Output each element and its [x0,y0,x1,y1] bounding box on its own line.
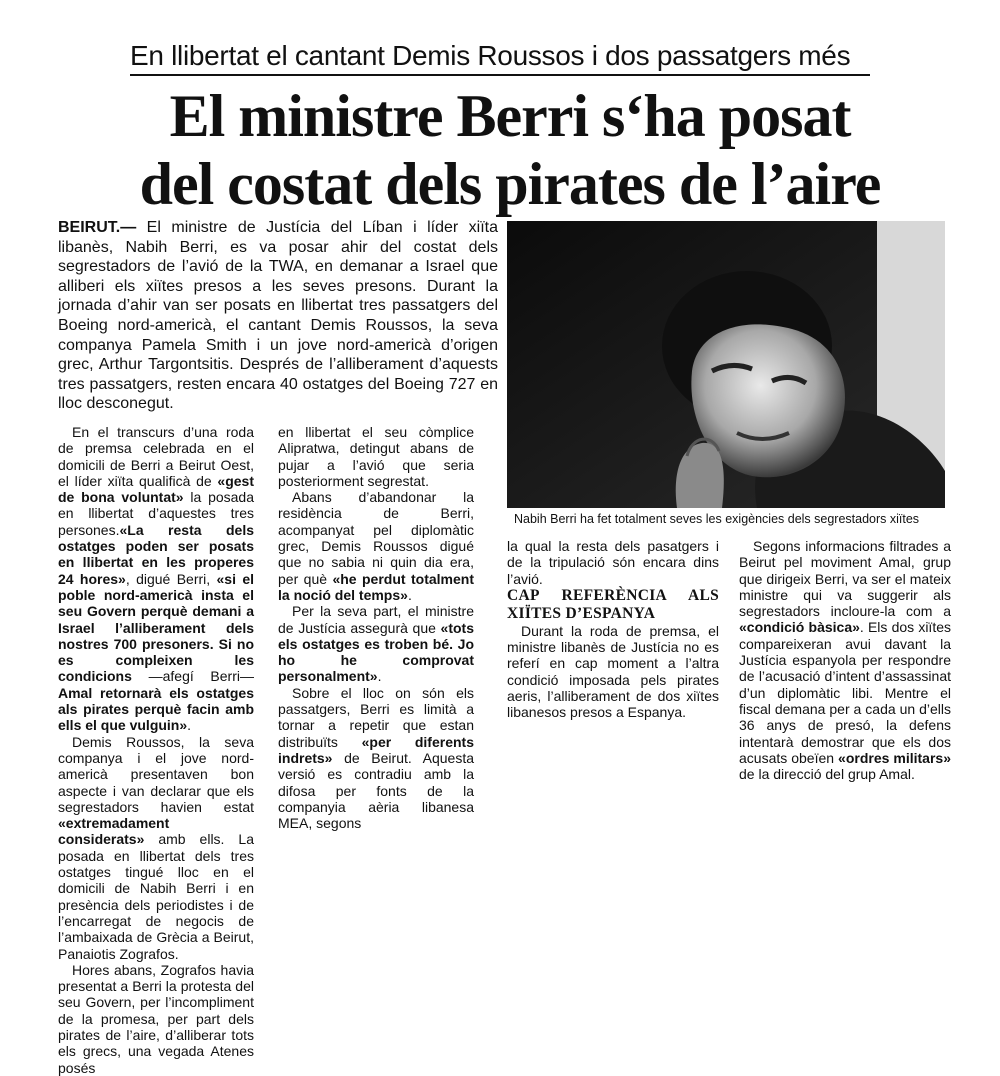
quote: «he perdut totalment la noció del temps» [278,570,474,603]
text-run: . [407,586,412,603]
headline-line-1: El ministre Berri s‘ha posat [169,83,851,149]
text-run: Per la seva part, el ministre de Justícia assegurà que [278,603,474,636]
text-run: Segons informacions filtrades a Beirut pel moviment Amal, grup que dirigeix Berri, va ser el mateix ministre qui va suggerir als segrestadors incloure-la com a [739,538,951,620]
text-run: . [377,668,382,685]
text-run: . Els dos xiïtes compareixeran avui davant la Justícia espanyola per respondre de l’acusació d’intent d’assassinat d’un diplomàtic libi. Mentre el fiscal demana per a cada un d’ells 36 anys de presó, la defens intentarà demostrar que els dos acusats obeïen [739,619,951,766]
lead-paragraph [58,218,498,414]
quote: «tots els ostatges es troben bé. Jo ho he comprovat personalment» [278,619,474,685]
quote: «gest de bona voluntat» [58,472,254,506]
quote: «condició bàsica» [739,619,860,636]
col1-paragraph-2 [58,734,254,962]
text-run: Sobre el lloc on són els passatgers, Berri es limità a tornar a repetir que estan distribuïts [278,684,474,750]
lead-text: El ministre de Justícia del Líban i líder xiïta libanès, Nabih Berri, es va posar ahir del costat dels segrestadors de l’avió de la TWA, en demanar a Israel que alliberi els xiïtes presos a les seves presons. Durant la jornada d’ahir van ser posats en llibertat tres passatgers del Boeing nord-americà, el cantant Demis Roussos, la seva companya Pamela Smith i un jove nord-americà d’origen grec, Arthur Targontsitis. Després de l’alliberament d’aquests tres passatgers, resten encara 40 ostatges del Boeing 727 en lloc desconegut. [58,219,498,413]
col2-paragraph-2 [278,489,474,603]
text-run: de la direcció del grup Amal. [739,766,915,783]
text-run: amb ells. La posada en llibertat dels tres ostatges tingué lloc en el domicili de Nabih Berri i en presència dels periodistes i de l’encarregat de negocis de l’ambaixada de Grècia a Beirut, Panaiotis Zografos. [58,831,254,962]
text-run: Abans d’abandonar la residència de Berri, acompanyat pel diplomàtic grec, Demis Roussos digué que no sabia ni quin dia era, per què [278,489,474,587]
photo-caption: Nabih Berri ha fet totalment seves les exigències dels segrestadors xiïtes [514,512,920,526]
col3-paragraph-1: la qual la resta dels pasatgers i de la tripulació són encara dins l’avió. [507,538,719,587]
col2-paragraph-1: en llibertat el seu còmplice Alipratwa, detingut abans de pujar a l’avió que seria posteriorment segrestat. [278,424,474,489]
col2-paragraph-3 [278,603,474,684]
col1-paragraph-1 [58,424,254,734]
text-run: En el transcurs d’una roda de premsa celebrada en el domicili de Berri a Beirut Oest, el líder xiïta qualificà de [58,424,254,489]
headline [60,82,960,218]
quote: Amal retornarà els ostatges als pirates perquè facin amb ells el que vulguin» [58,684,254,734]
dateline: BEIRUT.— [58,219,137,236]
text-run: Demis Roussos, la seva companya i el jove nord-americà presentaven bon aspecte i van declarar que els segrestadors havien estat [58,733,254,815]
column-2 [278,424,474,831]
col1-paragraph-3: Hores abans, Zografos havia presentat a Berri la protesta del seu Govern, per l’incompliment de la promesa, per part dels pirates de l’aire, d’alliberar tots els grecs, una vegada Atenes posés [58,961,254,1076]
column-4 [739,538,951,782]
quote: «per diferents indrets» [278,733,474,766]
subheading: CAP REFERÈNCIA ALS XIÏTES D’ESPANYA [507,586,719,622]
kicker: En llibertat el cantant Demis Roussos i dos passatgers més [130,40,870,76]
text-run: de Beirut. Aquesta versió es contradiu amb la difosa per fonts de la companyia aèria libanesa MEA, segons [278,749,474,832]
col3-paragraph-2: Durant la roda de premsa, el ministre libanès de Justícia no es referí en cap moment a l’altra condició imposada pels pirates aeris, l’alliberament de dos xiïtes libanesos presos a Espanya. [507,622,719,721]
photo-nabih-berri [507,221,945,508]
col4-paragraph-1 [739,538,951,782]
text-run: la posada en llibertat d’aquestes tres persones. [58,489,254,538]
headline-line-2: del costat dels pirates de l’aire [139,151,881,217]
column-1 [58,424,254,1076]
quote: «ordres militars» [838,749,951,766]
text-run: , digué Berri, [125,570,217,587]
text-run: . [187,717,192,734]
text-run: —afegí Berri— [131,668,254,685]
column-3 [507,538,719,721]
quote: «si el poble nord-americà insta el seu Govern perquè demani a Israel l’alliberament dels nostres 700 presoners. Si no es compleixen les condicions [58,570,255,685]
portrait-image [507,221,945,508]
quote: «extremadament considerats» [58,815,170,848]
col2-paragraph-4 [278,685,474,832]
quote: «La resta dels ostatges poden ser posats en llibertat en les properes 24 hores» [58,521,254,587]
